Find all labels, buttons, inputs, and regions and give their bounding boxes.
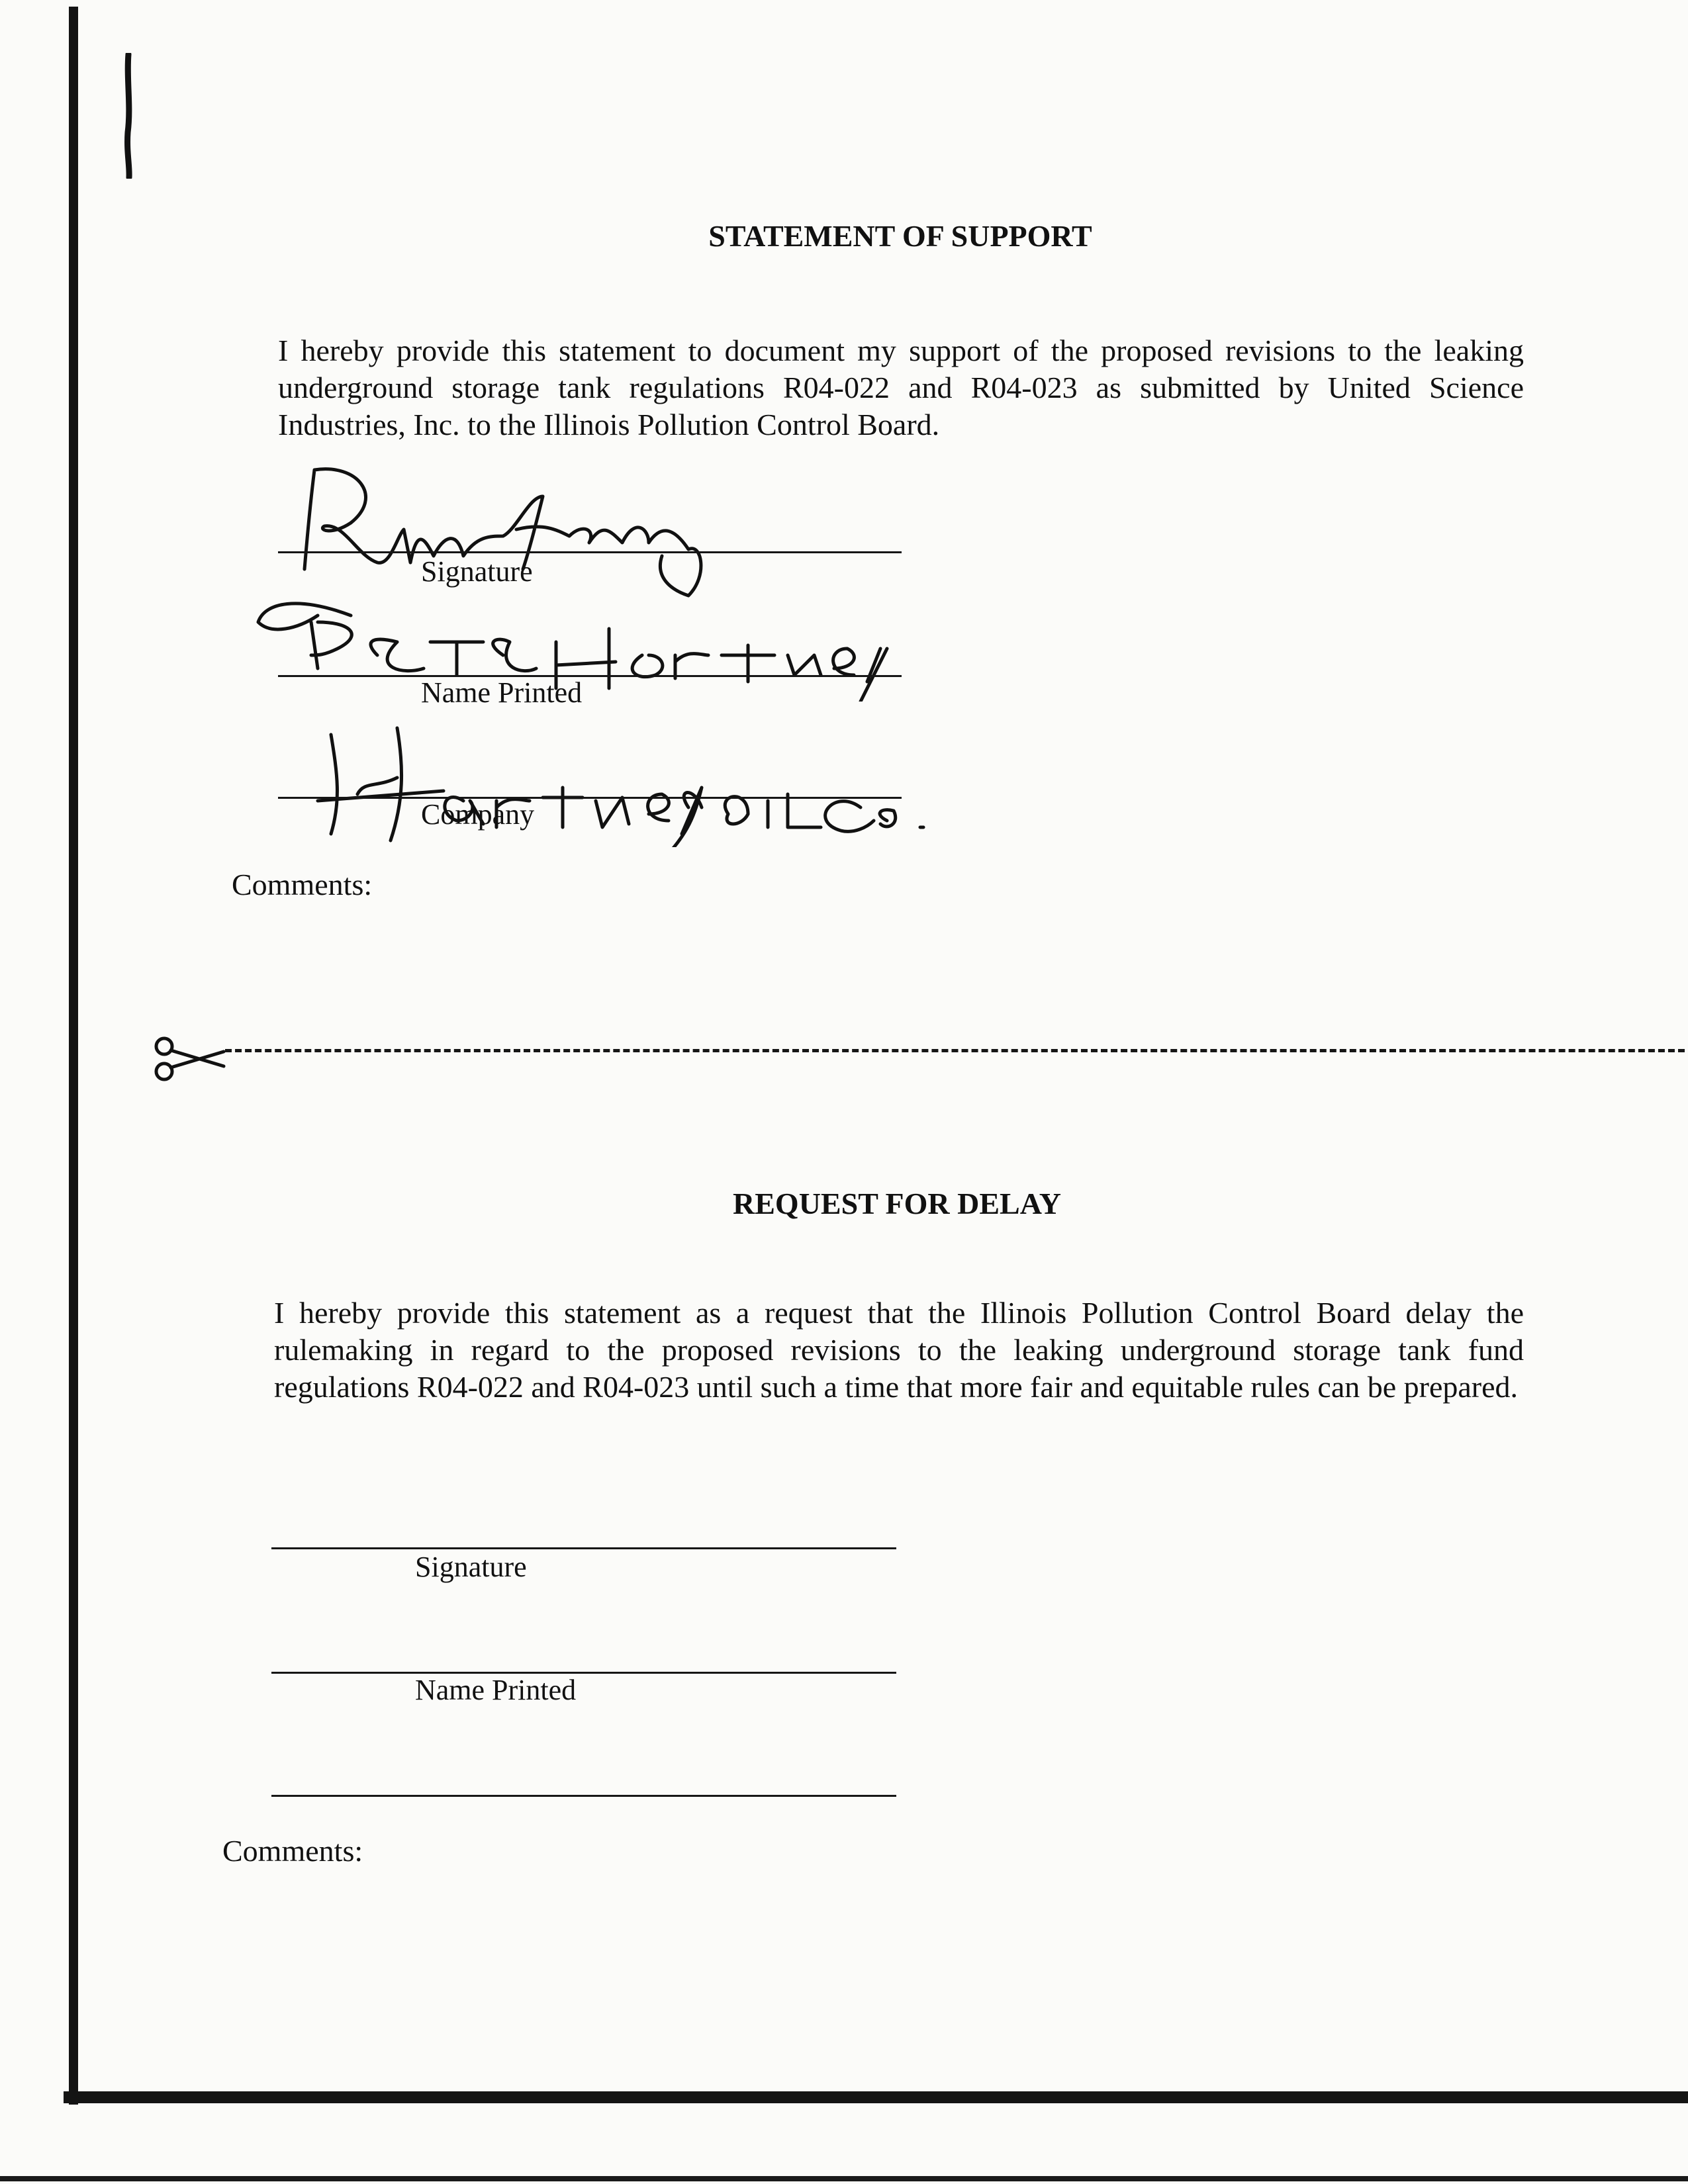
scan-bottom-edge — [0, 2176, 1688, 2181]
support-company-line[interactable] — [278, 797, 902, 799]
handwritten-company — [291, 715, 953, 847]
delay-name-label: Name Printed — [415, 1674, 577, 1706]
support-title: STATEMENT OF SUPPORT — [708, 219, 1092, 253]
support-signature-line[interactable] — [278, 551, 902, 553]
delay-signature-label: Signature — [415, 1551, 527, 1583]
support-company-label: Company — [421, 798, 535, 831]
support-body: I hereby provide this statement to document my support of the proposed revisions to the leaking underground storage tank regulations R04-022 and R04-023 as submitted by United Science Industries, Inc. to the Illinois Pollution Control Board. — [278, 334, 1524, 441]
delay-signature-line[interactable] — [271, 1547, 896, 1549]
delay-body: I hereby provide this statement as a request that the Illinois Pollution Control Board delay the rulemaking in regard to the proposed revisions to the leaking underground storage tank fund regulations R04-022 and R04-023 until such a time that more fair and equitable rules can be prepared. — [274, 1296, 1524, 1404]
page-bottom-border — [64, 2091, 1688, 2103]
support-name-line[interactable] — [278, 675, 902, 677]
delay-name-line[interactable] — [271, 1672, 896, 1674]
delay-comments-label: Comments: — [222, 1834, 363, 1868]
support-comments-label: Comments: — [232, 868, 373, 901]
scissors-icon — [150, 1036, 226, 1082]
delay-title: REQUEST FOR DELAY — [733, 1187, 1061, 1220]
margin-mark — [123, 53, 134, 179]
cut-line — [225, 1049, 1685, 1052]
delay-extra-line[interactable] — [271, 1795, 896, 1797]
page-left-border — [69, 7, 78, 2105]
support-name-label: Name Printed — [421, 676, 583, 709]
support-signature-label: Signature — [421, 555, 533, 588]
